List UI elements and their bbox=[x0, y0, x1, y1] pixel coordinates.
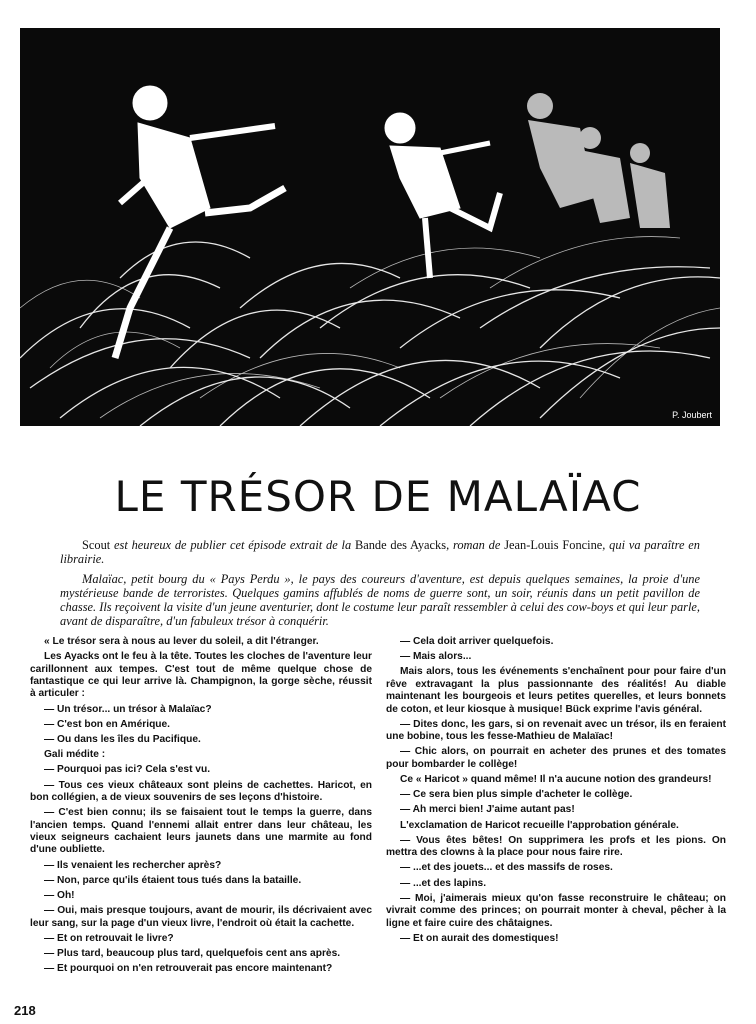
intro-paragraph-2: Malaïac, petit bourg du « Pays Perdu », le pays des coureurs d'aventure, est depuis quelques semaines, la proie d'une mystérieuse bande de terroristes. Quelques gamins affublés de noms de guerre sont, un soir, réunis dans un petit pavillon de chasse. Ils reçoivent la visite d'un jeune aventurier, dont le costume leur paraît ressembler à celui des cow-boys et qui leur parle, avant de disparaître, d'un fabuleux trésor à conquérir. bbox=[60, 572, 700, 628]
paragraph: « Le trésor sera à nous au lever du soleil, a dit l'étranger. bbox=[44, 636, 319, 647]
paragraph: Ce « Haricot » quand même! Il n'a aucune notion des grandeurs! bbox=[400, 774, 712, 786]
paragraph: — Oh! bbox=[44, 890, 75, 902]
paragraph: Mais alors, tous les événements s'enchaînent pour pour faire d'un rêve extravagant la plus passionnante des réalités! Au diable maintenant les bourgeois et leurs petites querelles, et leurs bonnets de coton, et leur kiosque à musique! Bück exprime l'avis général. bbox=[386, 666, 726, 715]
paragraph: — Un trésor... un trésor à Malaïac? bbox=[44, 703, 212, 715]
paragraph: — Pourquoi pas ici? Cela s'est vu. bbox=[44, 764, 211, 776]
right-column bbox=[386, 636, 726, 948]
paragraph: — Cela doit arriver quelquefois. bbox=[400, 636, 554, 647]
children-running-illustration-icon bbox=[20, 28, 720, 426]
paragraph: — C'est bon en Amérique. bbox=[44, 718, 171, 730]
story-illustration bbox=[20, 28, 720, 426]
left-column bbox=[30, 636, 372, 979]
paragraph: — Moi, j'aimerais mieux qu'on fasse reconstruire le château; on vivrait comme des princes; on pourrait monter à cheval, pêcher à la ligne et faire cuire des châtaignes. bbox=[386, 892, 726, 929]
paragraph: — Ce sera bien plus simple d'acheter le collège. bbox=[400, 789, 633, 801]
paragraph: Gali médite : bbox=[44, 749, 106, 761]
paragraph: — Mais alors... bbox=[400, 651, 472, 663]
intro-paragraph-1: Scout est heureux de publier cet épisode extrait de la Bande des Ayacks, roman de Jean-Louis Foncine, qui va paraître en librairie. bbox=[60, 538, 700, 566]
paragraph: — ...et des jouets... et des massifs de roses. bbox=[400, 862, 613, 874]
paragraph: — Ou dans les îles du Pacifique. bbox=[44, 734, 201, 746]
page-number: 218 bbox=[14, 1003, 36, 1018]
paragraph: — Chic alors, on pourrait en acheter des prunes et des tomates pour bombarder le collège! bbox=[386, 746, 726, 770]
paragraph: L'exclamation de Haricot recueille l'approbation générale. bbox=[400, 819, 679, 831]
paragraph: — Plus tard, beaucoup plus tard, quelquefois cent ans après. bbox=[44, 948, 341, 960]
paragraph: — Et on aurait des domestiques! bbox=[400, 932, 559, 944]
story-title: LE TRÉSOR DE MALAÏAC bbox=[114, 472, 642, 521]
paragraph: — Oui, mais presque toujours, avant de mourir, ils décrivaient avec leur sang, sur la page d'un vieux livre, l'endroit où était la cachette. bbox=[30, 905, 372, 929]
illustrator-signature: P. Joubert bbox=[672, 410, 712, 420]
book-title: Bande des Ayacks bbox=[354, 538, 447, 552]
paragraph: — Ils venaient les rechercher après? bbox=[44, 859, 222, 871]
paragraph: — C'est bien connu; ils se faisaient tout le temps la guerre, dans l'ancien temps. Quand l'ennemi allait entrer dans leur château, les vieux seigneurs cachaient leurs jaunets dans une marmite au fond d'une oubliette. bbox=[30, 807, 372, 856]
paragraph: — Ah merci bien! J'aime autant pas! bbox=[400, 804, 575, 816]
author-name: Jean-Louis Foncine bbox=[504, 538, 603, 552]
editorial-introduction bbox=[60, 538, 700, 634]
paragraph: — Tous ces vieux châteaux sont pleins de cachettes. Haricot, en bon collégien, a de vieux souvenirs de ses leçons d'histoire. bbox=[30, 779, 372, 804]
paragraph: — Et on retrouvait le livre? bbox=[44, 932, 174, 944]
paragraph: — Dites donc, les gars, si on revenait avec un trésor, ils en feraient une bobine, tous les fesse-Mathieu de Malaïac! bbox=[386, 718, 726, 743]
paragraph: — Vous êtes bêtes! On supprimera les profs et les pions. On mettra des clowns à la place pour nous faire rire. bbox=[386, 834, 726, 859]
paragraph: Les Ayacks ont le feu à la tête. Toutes les cloches de l'aventure leur carillonnent aux tempes. C'est tout de même quelque chose de fantastique ce qui leur arrive là. Champignon, la gorge sèche, réussit à articuler : bbox=[30, 651, 372, 700]
paragraph: — ...et des lapins. bbox=[400, 877, 487, 889]
paragraph: — Et pourquoi on n'en retrouverait pas encore maintenant? bbox=[44, 963, 333, 975]
magazine-name: Scout bbox=[82, 538, 111, 552]
paragraph: — Non, parce qu'ils étaient tous tués dans la bataille. bbox=[44, 874, 302, 886]
